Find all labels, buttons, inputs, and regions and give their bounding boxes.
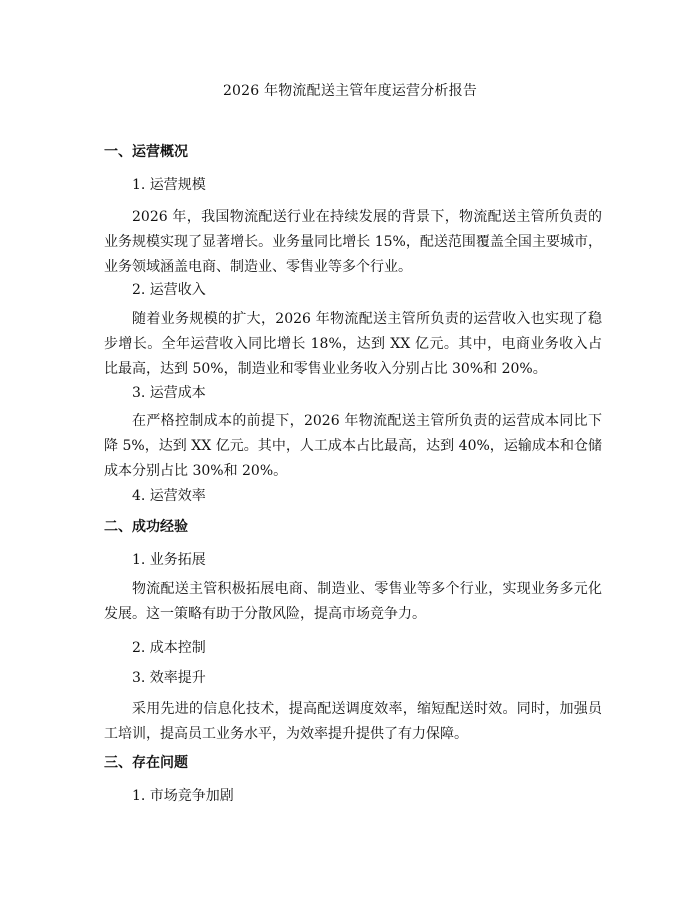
section-heading-overview: 一、运营概况 — [104, 144, 188, 160]
subheading-efficiency-improvement: 3. 效率提升 — [132, 670, 206, 686]
paragraph-operation-cost: 在严格控制成本的前提下，2026 年物流配送主管所负责的运营成本同比下降 5%，达到 XX 亿元。其中，人工成本占比最高，达到 40%，运输成本和仓储成本分别占比 30%和 20%。 — [104, 413, 602, 479]
subheading-market-competition: 1. 市场竞争加剧 — [132, 788, 234, 804]
paragraph-operation-scale: 2026 年，我国物流配送行业在持续发展的背景下，物流配送主管所负责的业务规模实现了显著增长。业务量同比增长 15%，配送范围覆盖全国主要城市，业务领域涵盖电商、制造业、零售业等多个行业。 — [104, 209, 602, 275]
subheading-operation-scale: 1. 运营规模 — [132, 177, 206, 193]
paragraph-efficiency-improvement: 采用先进的信息化技术，提高配送调度效率，缩短配送时效。同时，加强员工培训，提高员工业务水平，为效率提升提供了有力保障。 — [104, 701, 602, 742]
subheading-operation-revenue: 2. 运营收入 — [132, 282, 206, 298]
section-heading-problems: 三、存在问题 — [104, 755, 188, 771]
paragraph-operation-revenue: 随着业务规模的扩大，2026 年物流配送主管所负责的运营收入也实现了稳步增长。全年运营收入同比增长 18%，达到 XX 亿元。其中，电商业务收入占比最高，达到 50%，制造业和零售业业务收入分别占比 30%和 20%。 — [104, 311, 602, 377]
paragraph-business-expansion: 物流配送主管积极拓展电商、制造业、零售业等多个行业，实现业务多元化发展。这一策略有助于分散风险，提高市场竞争力。 — [104, 581, 602, 622]
document-title: 2026 年物流配送主管年度运营分析报告 — [222, 83, 478, 99]
subheading-cost-control: 2. 成本控制 — [132, 640, 206, 656]
subheading-operation-cost: 3. 运营成本 — [132, 385, 206, 401]
section-heading-success: 二、成功经验 — [104, 519, 188, 535]
subheading-business-expansion: 1. 业务拓展 — [132, 552, 206, 568]
subheading-operation-efficiency: 4. 运营效率 — [132, 488, 206, 504]
